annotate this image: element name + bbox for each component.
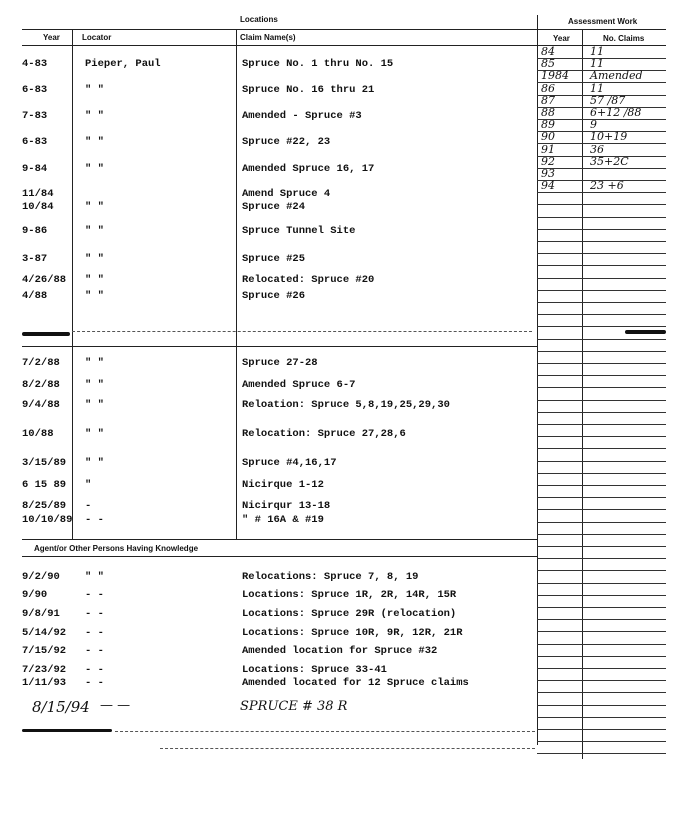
entry-locator: " " xyxy=(85,290,104,302)
assessment-grid-line xyxy=(537,680,666,681)
entry-year: 7/2/88 xyxy=(22,357,60,369)
entry-locator: " " xyxy=(85,428,104,440)
assessment-grid-line xyxy=(537,290,666,291)
assessment-grid-line xyxy=(537,497,666,498)
handwritten-locator: — — xyxy=(100,698,131,713)
assessment-grid-line xyxy=(537,656,666,657)
assessment-grid-line xyxy=(537,570,666,571)
entry-locator: " " xyxy=(85,571,104,583)
assessment-grid-line xyxy=(537,229,666,230)
entry-locator: - - xyxy=(85,589,104,601)
assessment-grid-line xyxy=(537,729,666,730)
assessment-grid-line xyxy=(537,253,666,254)
assessment-grid-line xyxy=(537,351,666,352)
entry-locator: " " xyxy=(85,379,104,391)
assessment-grid-line xyxy=(537,339,666,340)
entry-claim: Spruce #24 xyxy=(242,201,306,213)
assessment-claims: 9 xyxy=(590,118,597,131)
assessment-claims: 11 xyxy=(590,82,604,95)
assessment-year: 86 xyxy=(541,82,555,95)
assessment-claims: 23 +6 xyxy=(590,179,624,192)
entry-year: 8/25/89 xyxy=(22,500,67,512)
entry-claim: Amend Spruce 4 xyxy=(242,188,331,200)
assessment-grid-line xyxy=(537,631,666,632)
assessment-claims: 11 xyxy=(590,57,604,70)
entry-locator: " " xyxy=(85,357,104,369)
assessment-year: 94 xyxy=(541,179,555,192)
assessment-year: 90 xyxy=(541,130,555,143)
page-break-mark-left xyxy=(22,332,70,336)
assessment-year: 89 xyxy=(541,118,555,131)
entry-claim: Relocated: Spruce #20 xyxy=(242,274,375,286)
entry-claim: Amended - Spruce #3 xyxy=(242,110,362,122)
assessment-grid-line xyxy=(537,448,666,449)
entry-claim: Spruce #26 xyxy=(242,290,306,302)
assessment-grid-line xyxy=(537,619,666,620)
bottom-dash-line-2 xyxy=(160,748,535,749)
bottom-dash-line xyxy=(115,731,535,732)
assessment-grid-line xyxy=(537,436,666,437)
handwritten-claim: SPRUCE # 38 R xyxy=(240,699,348,714)
entry-year: 7/23/92 xyxy=(22,664,67,676)
entry-year: 7/15/92 xyxy=(22,645,67,657)
entry-year: 4/26/88 xyxy=(22,274,67,286)
assessment-grid-line xyxy=(537,302,666,303)
assessment-work-header: Assessment Work xyxy=(568,17,638,26)
assessment-grid-line xyxy=(537,168,666,169)
agent-header: Agent/or Other Persons Having Knowledge xyxy=(34,544,199,553)
assessment-grid-line xyxy=(537,705,666,706)
entry-year: 4/88 xyxy=(22,290,48,302)
year-column-header: Year xyxy=(43,33,60,42)
entry-year: 11/84 xyxy=(22,188,54,200)
assessment-grid-line xyxy=(537,668,666,669)
entry-claim: Spruce #22, 23 xyxy=(242,136,331,148)
entry-claim: Amended located for 12 Spruce claims xyxy=(242,677,469,689)
entry-locator: " " xyxy=(85,201,104,213)
entry-locator: " " xyxy=(85,274,104,286)
entry-locator: " " xyxy=(85,110,104,122)
entry-claim: Spruce Tunnel Site xyxy=(242,225,356,237)
entry-claim: Locations: Spruce 1R, 2R, 14R, 15R xyxy=(242,589,457,601)
entry-claim: Locations: Spruce 33-41 xyxy=(242,664,387,676)
entry-locator: " " xyxy=(85,399,104,411)
locations-header: Locations xyxy=(240,15,278,24)
page-break-mark-right xyxy=(625,330,666,334)
assessment-grid-line xyxy=(537,741,666,742)
entry-claim: Spruce #4,16,17 xyxy=(242,457,337,469)
entry-locator: " " xyxy=(85,457,104,469)
assessment-claims: 36 xyxy=(590,143,604,156)
assessment-claims: 35+2C xyxy=(590,155,629,168)
entry-year: 1/11/93 xyxy=(22,677,67,689)
entry-year: 6 15 89 xyxy=(22,479,67,491)
entry-year: 9-84 xyxy=(22,163,48,175)
entry-year: 6-83 xyxy=(22,136,48,148)
entry-locator: - - xyxy=(85,664,104,676)
assessment-grid-line xyxy=(537,326,666,327)
assessment-grid-line xyxy=(537,558,666,559)
entry-claim: Spruce No. 16 thru 21 xyxy=(242,84,375,96)
entry-claim: Nicirqur 13-18 xyxy=(242,500,331,512)
entry-year: 9/90 xyxy=(22,589,48,601)
assessment-grid-line xyxy=(537,509,666,510)
header-top-rule xyxy=(22,29,666,30)
entry-locator: - - xyxy=(85,627,104,639)
entry-year: 9-86 xyxy=(22,225,48,237)
assessment-year: 88 xyxy=(541,106,555,119)
assessment-year: 93 xyxy=(541,167,555,180)
entry-year: 9/2/90 xyxy=(22,571,60,583)
assessment-claims: Amended xyxy=(590,69,643,82)
entry-claim: Reloation: Spruce 5,8,19,25,29,30 xyxy=(242,399,450,411)
entry-year: 3-87 xyxy=(22,253,48,265)
assessment-year: 92 xyxy=(541,155,555,168)
entry-claim: Spruce 27-28 xyxy=(242,357,318,369)
entry-locator: - - xyxy=(85,608,104,620)
assessment-year-header: Year xyxy=(553,34,570,43)
assessment-grid-line xyxy=(537,717,666,718)
agent-bottom-rule xyxy=(22,556,537,557)
locator-column-header: Locator xyxy=(82,33,112,42)
entry-locator: Pieper, Paul xyxy=(85,58,161,70)
assessment-claims: 6+12 /88 xyxy=(590,106,642,119)
entry-locator: - xyxy=(85,500,92,512)
entry-claim: Spruce No. 1 thru No. 15 xyxy=(242,58,394,70)
assessment-grid-line xyxy=(537,400,666,401)
assessment-grid-line xyxy=(537,314,666,315)
assessment-year: 1984 xyxy=(541,69,569,82)
entry-year: 3/15/89 xyxy=(22,457,67,469)
claim-assessment-divider xyxy=(537,15,538,745)
assessment-year: 85 xyxy=(541,57,555,70)
assessment-grid-line xyxy=(537,192,666,193)
entry-locator: " " xyxy=(85,84,104,96)
entry-claim: Amended Spruce 6-7 xyxy=(242,379,356,391)
assessment-grid-line xyxy=(537,217,666,218)
claim-names-column-header: Claim Name(s) xyxy=(240,33,296,42)
assessment-grid-line xyxy=(537,644,666,645)
assessment-grid-line xyxy=(537,461,666,462)
assessment-grid-line xyxy=(537,265,666,266)
section-rule xyxy=(22,346,537,347)
assessment-grid-line xyxy=(537,387,666,388)
assessment-inner-divider xyxy=(582,29,583,759)
entry-year: 10/84 xyxy=(22,201,54,213)
entry-year: 8/2/88 xyxy=(22,379,60,391)
assessment-grid-line xyxy=(537,473,666,474)
assessment-claims: 10+19 xyxy=(590,130,628,143)
assessment-grid-line xyxy=(537,534,666,535)
assessment-grid-line xyxy=(537,424,666,425)
page-break-line xyxy=(72,331,532,332)
entry-locator: " " xyxy=(85,136,104,148)
entry-claim: Spruce #25 xyxy=(242,253,306,265)
entry-year: 7-83 xyxy=(22,110,48,122)
entry-claim: Amended location for Spruce #32 xyxy=(242,645,438,657)
assessment-year: 91 xyxy=(541,143,555,156)
entry-locator: " " xyxy=(85,253,104,265)
assessment-grid-line xyxy=(537,607,666,608)
entry-locator: - - xyxy=(85,677,104,689)
entry-year: 5/14/92 xyxy=(22,627,67,639)
assessment-grid-line xyxy=(537,692,666,693)
entry-claim: " # 16A & #19 xyxy=(242,514,324,526)
assessment-claims-header: No. Claims xyxy=(603,34,645,43)
entry-locator: - - xyxy=(85,514,104,526)
entry-claim: Locations: Spruce 10R, 9R, 12R, 21R xyxy=(242,627,463,639)
entry-locator: " " xyxy=(85,163,104,175)
agent-top-rule xyxy=(22,539,537,540)
entry-claim: Relocation: Spruce 27,28,6 xyxy=(242,428,406,440)
assessment-grid-line xyxy=(537,522,666,523)
entry-claim: Locations: Spruce 29R (relocation) xyxy=(242,608,457,620)
assessment-grid-line xyxy=(537,204,666,205)
assessment-grid-line xyxy=(537,595,666,596)
assessment-grid-line xyxy=(537,546,666,547)
entry-claim: Nicirque 1-12 xyxy=(242,479,324,491)
entry-year: 10/10/89 xyxy=(22,514,73,526)
assessment-claims: 11 xyxy=(590,45,604,58)
assessment-grid-line xyxy=(537,241,666,242)
entry-locator: " " xyxy=(85,225,104,237)
entry-locator: " xyxy=(85,479,92,491)
entry-year: 9/4/88 xyxy=(22,399,60,411)
assessment-grid-line xyxy=(537,375,666,376)
assessment-grid-line xyxy=(537,583,666,584)
entry-year: 9/8/91 xyxy=(22,608,60,620)
bottom-smudge xyxy=(22,729,112,732)
assessment-grid-line xyxy=(537,753,666,754)
assessment-grid-line xyxy=(537,278,666,279)
assessment-grid-line xyxy=(537,485,666,486)
assessment-claims: 57 /87 xyxy=(590,94,626,107)
handwritten-year: 8/15/94 xyxy=(32,698,90,716)
locator-claim-divider xyxy=(236,29,237,539)
year-locator-divider xyxy=(72,29,73,539)
entry-year: 4-83 xyxy=(22,58,48,70)
assessment-grid-line xyxy=(537,363,666,364)
assessment-grid-line xyxy=(537,412,666,413)
assessment-year: 87 xyxy=(541,94,555,107)
entry-claim: Relocations: Spruce 7, 8, 19 xyxy=(242,571,419,583)
entry-locator: - - xyxy=(85,645,104,657)
assessment-year: 84 xyxy=(541,45,555,58)
entry-claim: Amended Spruce 16, 17 xyxy=(242,163,375,175)
entry-year: 6-83 xyxy=(22,84,48,96)
assessment-grid-line xyxy=(537,119,666,120)
header-bottom-rule xyxy=(22,45,666,46)
entry-year: 10/88 xyxy=(22,428,54,440)
